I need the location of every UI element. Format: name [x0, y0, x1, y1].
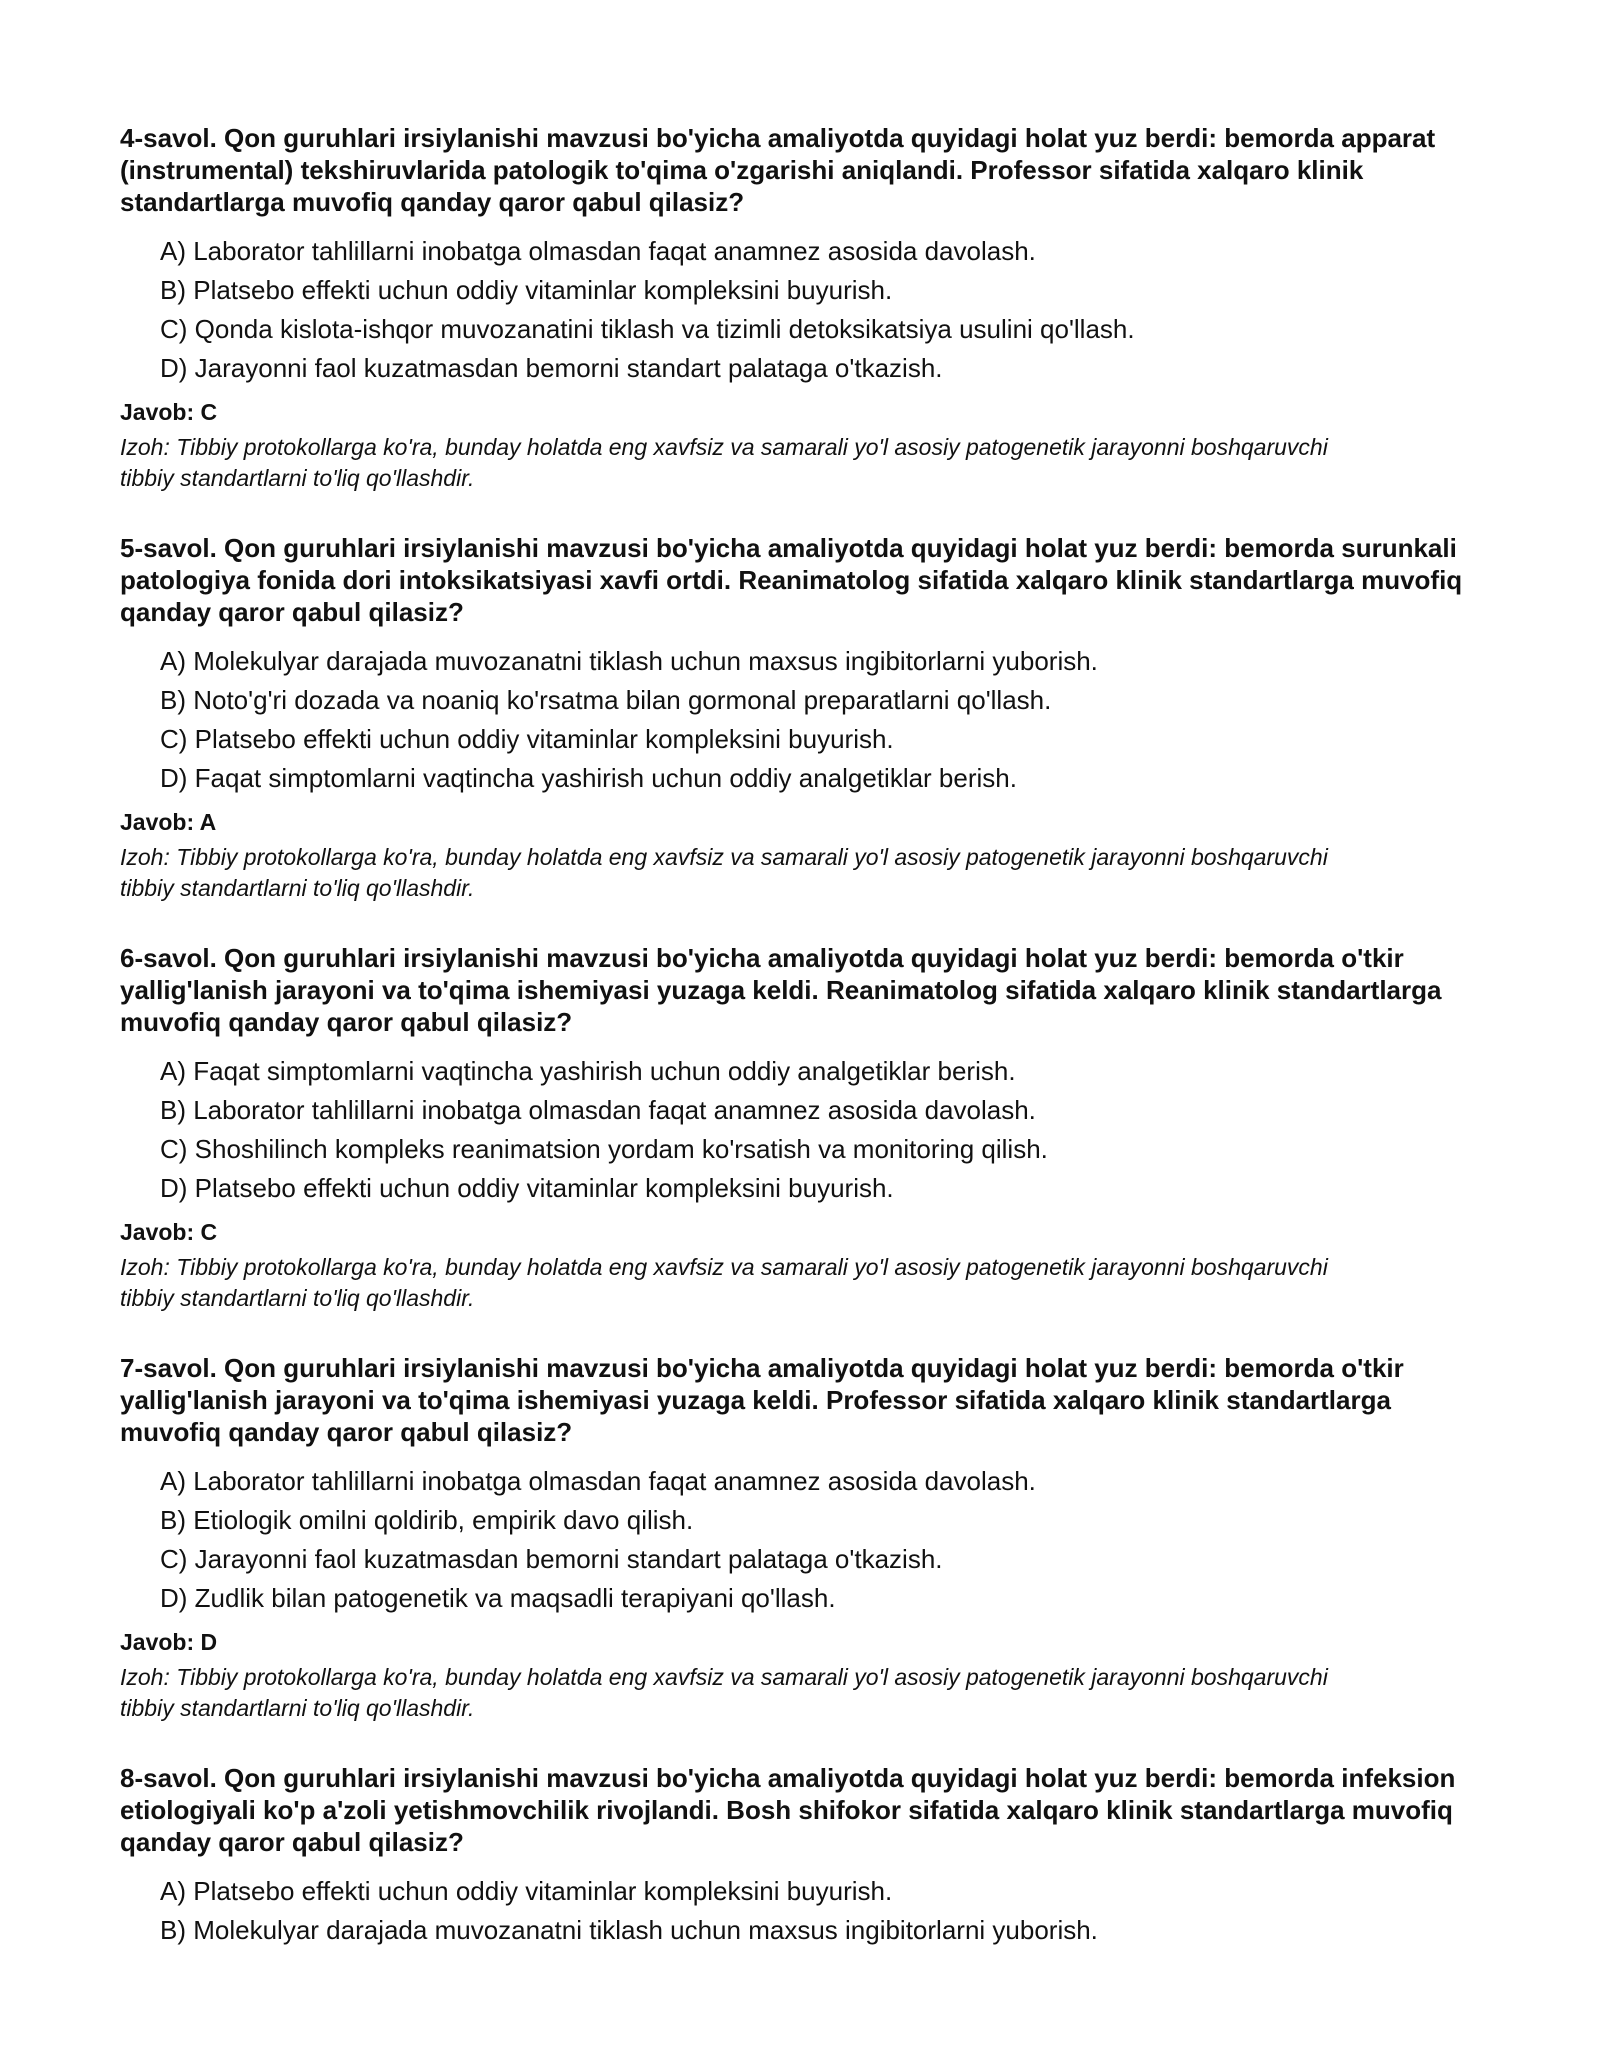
option-b: B) Etiologik omilni qoldirib, empirik davo qilish.	[160, 1505, 694, 1535]
question-6	[120, 942, 1480, 1314]
options-list	[120, 1462, 1480, 1618]
option-a: A) Laborator tahlillarni inobatga olmasdan faqat anamnez asosida davolash.	[160, 236, 1036, 266]
question-title: 5-savol. Qon guruhlari irsiylanishi mavzusi bo'yicha amaliyotda quyidagi holat yuz berdi: bemorda surunkali patologiya fonida dori intoksikatsiyasi xavfi ortdi. Reanimatolog sifatida xalqaro klinik standartlarga muvofiq qanday qaror qabul qilasiz?	[120, 533, 1463, 627]
option-c: C) Jarayonni faol kuzatmasdan bemorni standart palataga o'tkazish.	[160, 1544, 943, 1574]
option-a: A) Laborator tahlillarni inobatga olmasdan faqat anamnez asosida davolash.	[160, 1466, 1036, 1496]
question-4	[120, 122, 1480, 494]
options-list	[120, 1052, 1480, 1208]
question-7	[120, 1352, 1480, 1724]
answer: Javob: C	[120, 1219, 218, 1245]
option-b: B) Molekulyar darajada muvozanatni tiklash uchun maxsus ingibitorlarni yuborish.	[160, 1915, 1098, 1945]
document-page	[120, 122, 1480, 1988]
question-title: 7-savol. Qon guruhlari irsiylanishi mavzusi bo'yicha amaliyotda quyidagi holat yuz berdi: bemorda o'tkir yallig'lanish jarayoni va to'qima ishemiyasi yuzaga keldi. Professor sifatida xalqaro klinik standartlarga muvofiq qanday qaror qabul qilasiz?	[120, 1353, 1404, 1447]
answer: Javob: A	[120, 809, 217, 835]
option-d: D) Platsebo effekti uchun oddiy vitaminlar kompleksini buyurish.	[160, 1173, 894, 1203]
option-a: A) Molekulyar darajada muvozanatni tiklash uchun maxsus ingibitorlarni yuborish.	[160, 646, 1098, 676]
answer: Javob: C	[120, 399, 218, 425]
option-a: A) Faqat simptomlarni vaqtincha yashirish uchun oddiy analgetiklar berish.	[160, 1056, 1016, 1086]
option-c: C) Qonda kislota-ishqor muvozanatini tiklash va tizimli detoksikatsiya usulini qo'llash.	[160, 314, 1135, 344]
question-title: 6-savol. Qon guruhlari irsiylanishi mavzusi bo'yicha amaliyotda quyidagi holat yuz berdi: bemorda o'tkir yallig'lanish jarayoni va to'qima ishemiyasi yuzaga keldi. Reanimatolog sifatida xalqaro klinik standartlarga muvofiq qanday qaror qabul qilasiz?	[120, 943, 1442, 1037]
option-d: D) Zudlik bilan patogenetik va maqsadli terapiyani qo'llash.	[160, 1583, 836, 1613]
explanation-note: Izoh: Tibbiy protokollarga ko'ra, bunday holatda eng xavfsiz va samarali yo'l asosiy patogenetik jarayonni boshqaruvchi tibbiy standartlarni to'liq qo'llashdir.	[120, 1664, 1328, 1721]
option-d: D) Jarayonni faol kuzatmasdan bemorni standart palataga o'tkazish.	[160, 353, 943, 383]
explanation-note: Izoh: Tibbiy protokollarga ko'ra, bunday holatda eng xavfsiz va samarali yo'l asosiy patogenetik jarayonni boshqaruvchi tibbiy standartlarni to'liq qo'llashdir.	[120, 844, 1328, 901]
option-c: C) Platsebo effekti uchun oddiy vitaminlar kompleksini buyurish.	[160, 724, 894, 754]
option-b: B) Noto'g'ri dozada va noaniq ko'rsatma bilan gormonal preparatlarni qo'llash.	[160, 685, 1052, 715]
question-title: 8-savol. Qon guruhlari irsiylanishi mavzusi bo'yicha amaliyotda quyidagi holat yuz berdi: bemorda infeksion etiologiyali ko'p a'zoli yetishmovchilik rivojlandi. Bosh shifokor sifatida xalqaro klinik standartlarga muvofiq qanday qaror qabul qilasiz?	[120, 1763, 1456, 1857]
options-list	[120, 232, 1480, 388]
answer: Javob: D	[120, 1629, 218, 1655]
option-c: C) Shoshilinch kompleks reanimatsion yordam ko'rsatish va monitoring qilish.	[160, 1134, 1048, 1164]
option-d: D) Faqat simptomlarni vaqtincha yashirish uchun oddiy analgetiklar berish.	[160, 763, 1017, 793]
question-title: 4-savol. Qon guruhlari irsiylanishi mavzusi bo'yicha amaliyotda quyidagi holat yuz berdi: bemorda apparat (instrumental) tekshiruvlarida patologik to'qima o'zgarishi aniqlandi. Professor sifatida xalqaro klinik standartlarga muvofiq qanday qaror qabul qilasiz?	[120, 123, 1436, 217]
option-b: B) Platsebo effekti uchun oddiy vitaminlar kompleksini buyurish.	[160, 275, 893, 305]
option-a: A) Platsebo effekti uchun oddiy vitaminlar kompleksini buyurish.	[160, 1876, 893, 1906]
options-list	[120, 1872, 1480, 1950]
options-list	[120, 642, 1480, 798]
question-5	[120, 532, 1480, 904]
explanation-note: Izoh: Tibbiy protokollarga ko'ra, bunday holatda eng xavfsiz va samarali yo'l asosiy patogenetik jarayonni boshqaruvchi tibbiy standartlarni to'liq qo'llashdir.	[120, 1254, 1328, 1311]
explanation-note: Izoh: Tibbiy protokollarga ko'ra, bunday holatda eng xavfsiz va samarali yo'l asosiy patogenetik jarayonni boshqaruvchi tibbiy standartlarni to'liq qo'llashdir.	[120, 434, 1328, 491]
option-b: B) Laborator tahlillarni inobatga olmasdan faqat anamnez asosida davolash.	[160, 1095, 1036, 1125]
question-8	[120, 1762, 1480, 1950]
